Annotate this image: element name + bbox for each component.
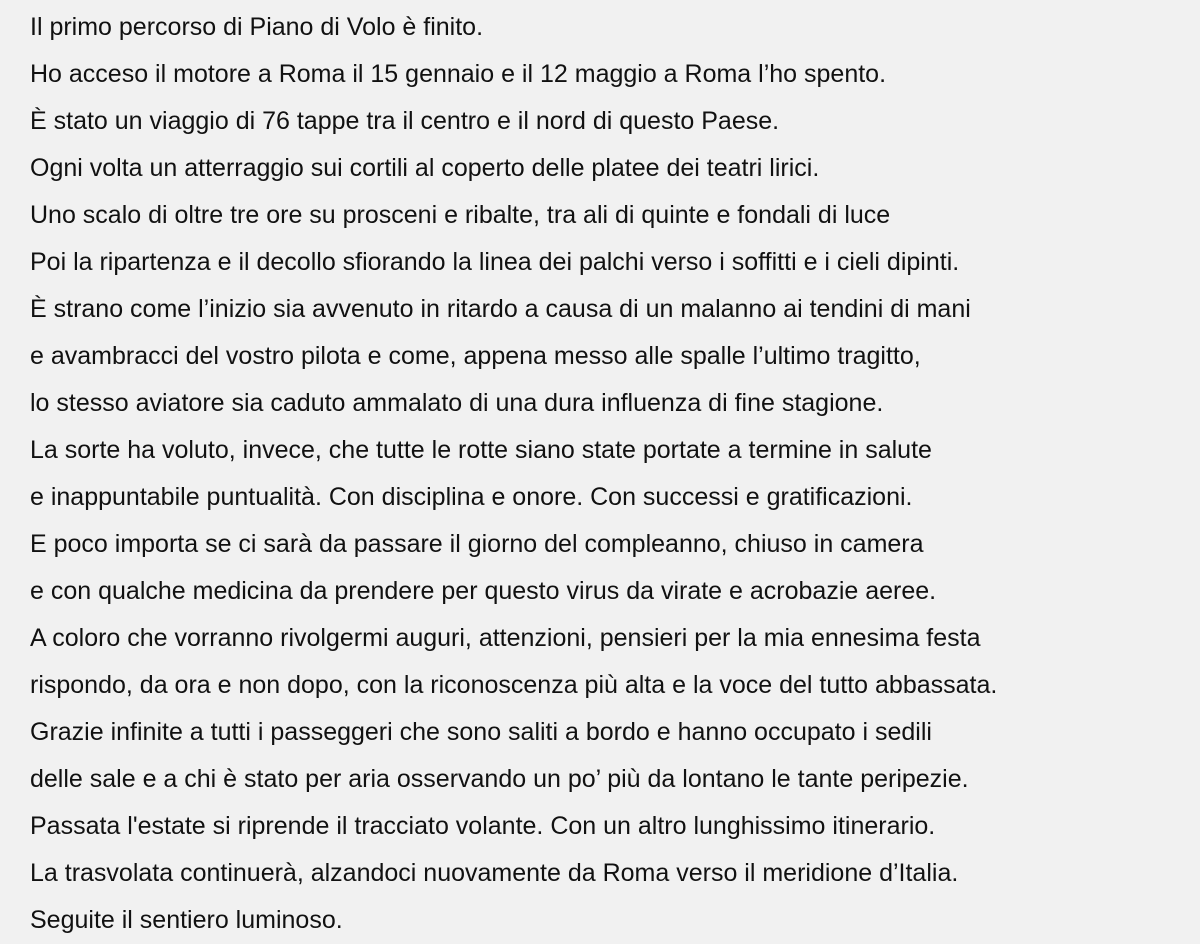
text-line-7: È strano come l’inizio sia avvenuto in ritardo a causa di un malanno ai tendini di mani xyxy=(30,295,971,323)
text-line-10: La sorte ha voluto, invece, che tutte le rotte siano state portate a termine in salute xyxy=(30,436,932,464)
text-line-9: lo stesso aviatore sia caduto ammalato di una dura influenza di fine stagione. xyxy=(30,389,884,417)
text-line-15: rispondo, da ora e non dopo, con la riconoscenza più alta e la voce del tutto abbassata. xyxy=(30,671,998,699)
text-line-14: A coloro che vorranno rivolgermi auguri, attenzioni, pensieri per la mia ennesima festa xyxy=(30,624,981,652)
text-line-18: Passata l'estate si riprende il tracciato volante. Con un altro lunghissimo itinerario. xyxy=(30,812,936,840)
text-line-5: Uno scalo di oltre tre ore su prosceni e ribalte, tra ali di quinte e fondali di luce xyxy=(30,201,891,229)
text-line-19: La trasvolata continuerà, alzandoci nuovamente da Roma verso il meridione d’Italia. xyxy=(30,859,959,887)
text-line-3: È stato un viaggio di 76 tappe tra il centro e il nord di questo Paese. xyxy=(30,107,780,135)
text-line-2: Ho acceso il motore a Roma il 15 gennaio e il 12 maggio a Roma l’ho spento. xyxy=(30,60,887,88)
text-line-8: e avambracci del vostro pilota e come, appena messo alle spalle l’ultimo tragitto, xyxy=(30,342,921,370)
text-line-1: Il primo percorso di Piano di Volo è finito. xyxy=(30,13,484,41)
text-line-17: delle sale e a chi è stato per aria osservando un po’ più da lontano le tante peripezie. xyxy=(30,765,969,793)
text-line-11: e inappuntabile puntualità. Con disciplina e onore. Con successi e gratificazioni. xyxy=(30,483,913,511)
text-line-13: e con qualche medicina da prendere per questo virus da virate e acrobazie aeree. xyxy=(30,577,937,605)
text-line-6: Poi la ripartenza e il decollo sfiorando la linea dei palchi verso i soffitti e i cieli dipinti. xyxy=(30,248,960,276)
text-line-4: Ogni volta un atterraggio sui cortili al coperto delle platee dei teatri lirici. xyxy=(30,154,820,182)
text-line-12: E poco importa se ci sarà da passare il giorno del compleanno, chiuso in camera xyxy=(30,530,924,558)
text-line-16: Grazie infinite a tutti i passeggeri che sono saliti a bordo e hanno occupato i sedili xyxy=(30,718,932,746)
text-line-20: Seguite il sentiero luminoso. xyxy=(30,906,343,934)
